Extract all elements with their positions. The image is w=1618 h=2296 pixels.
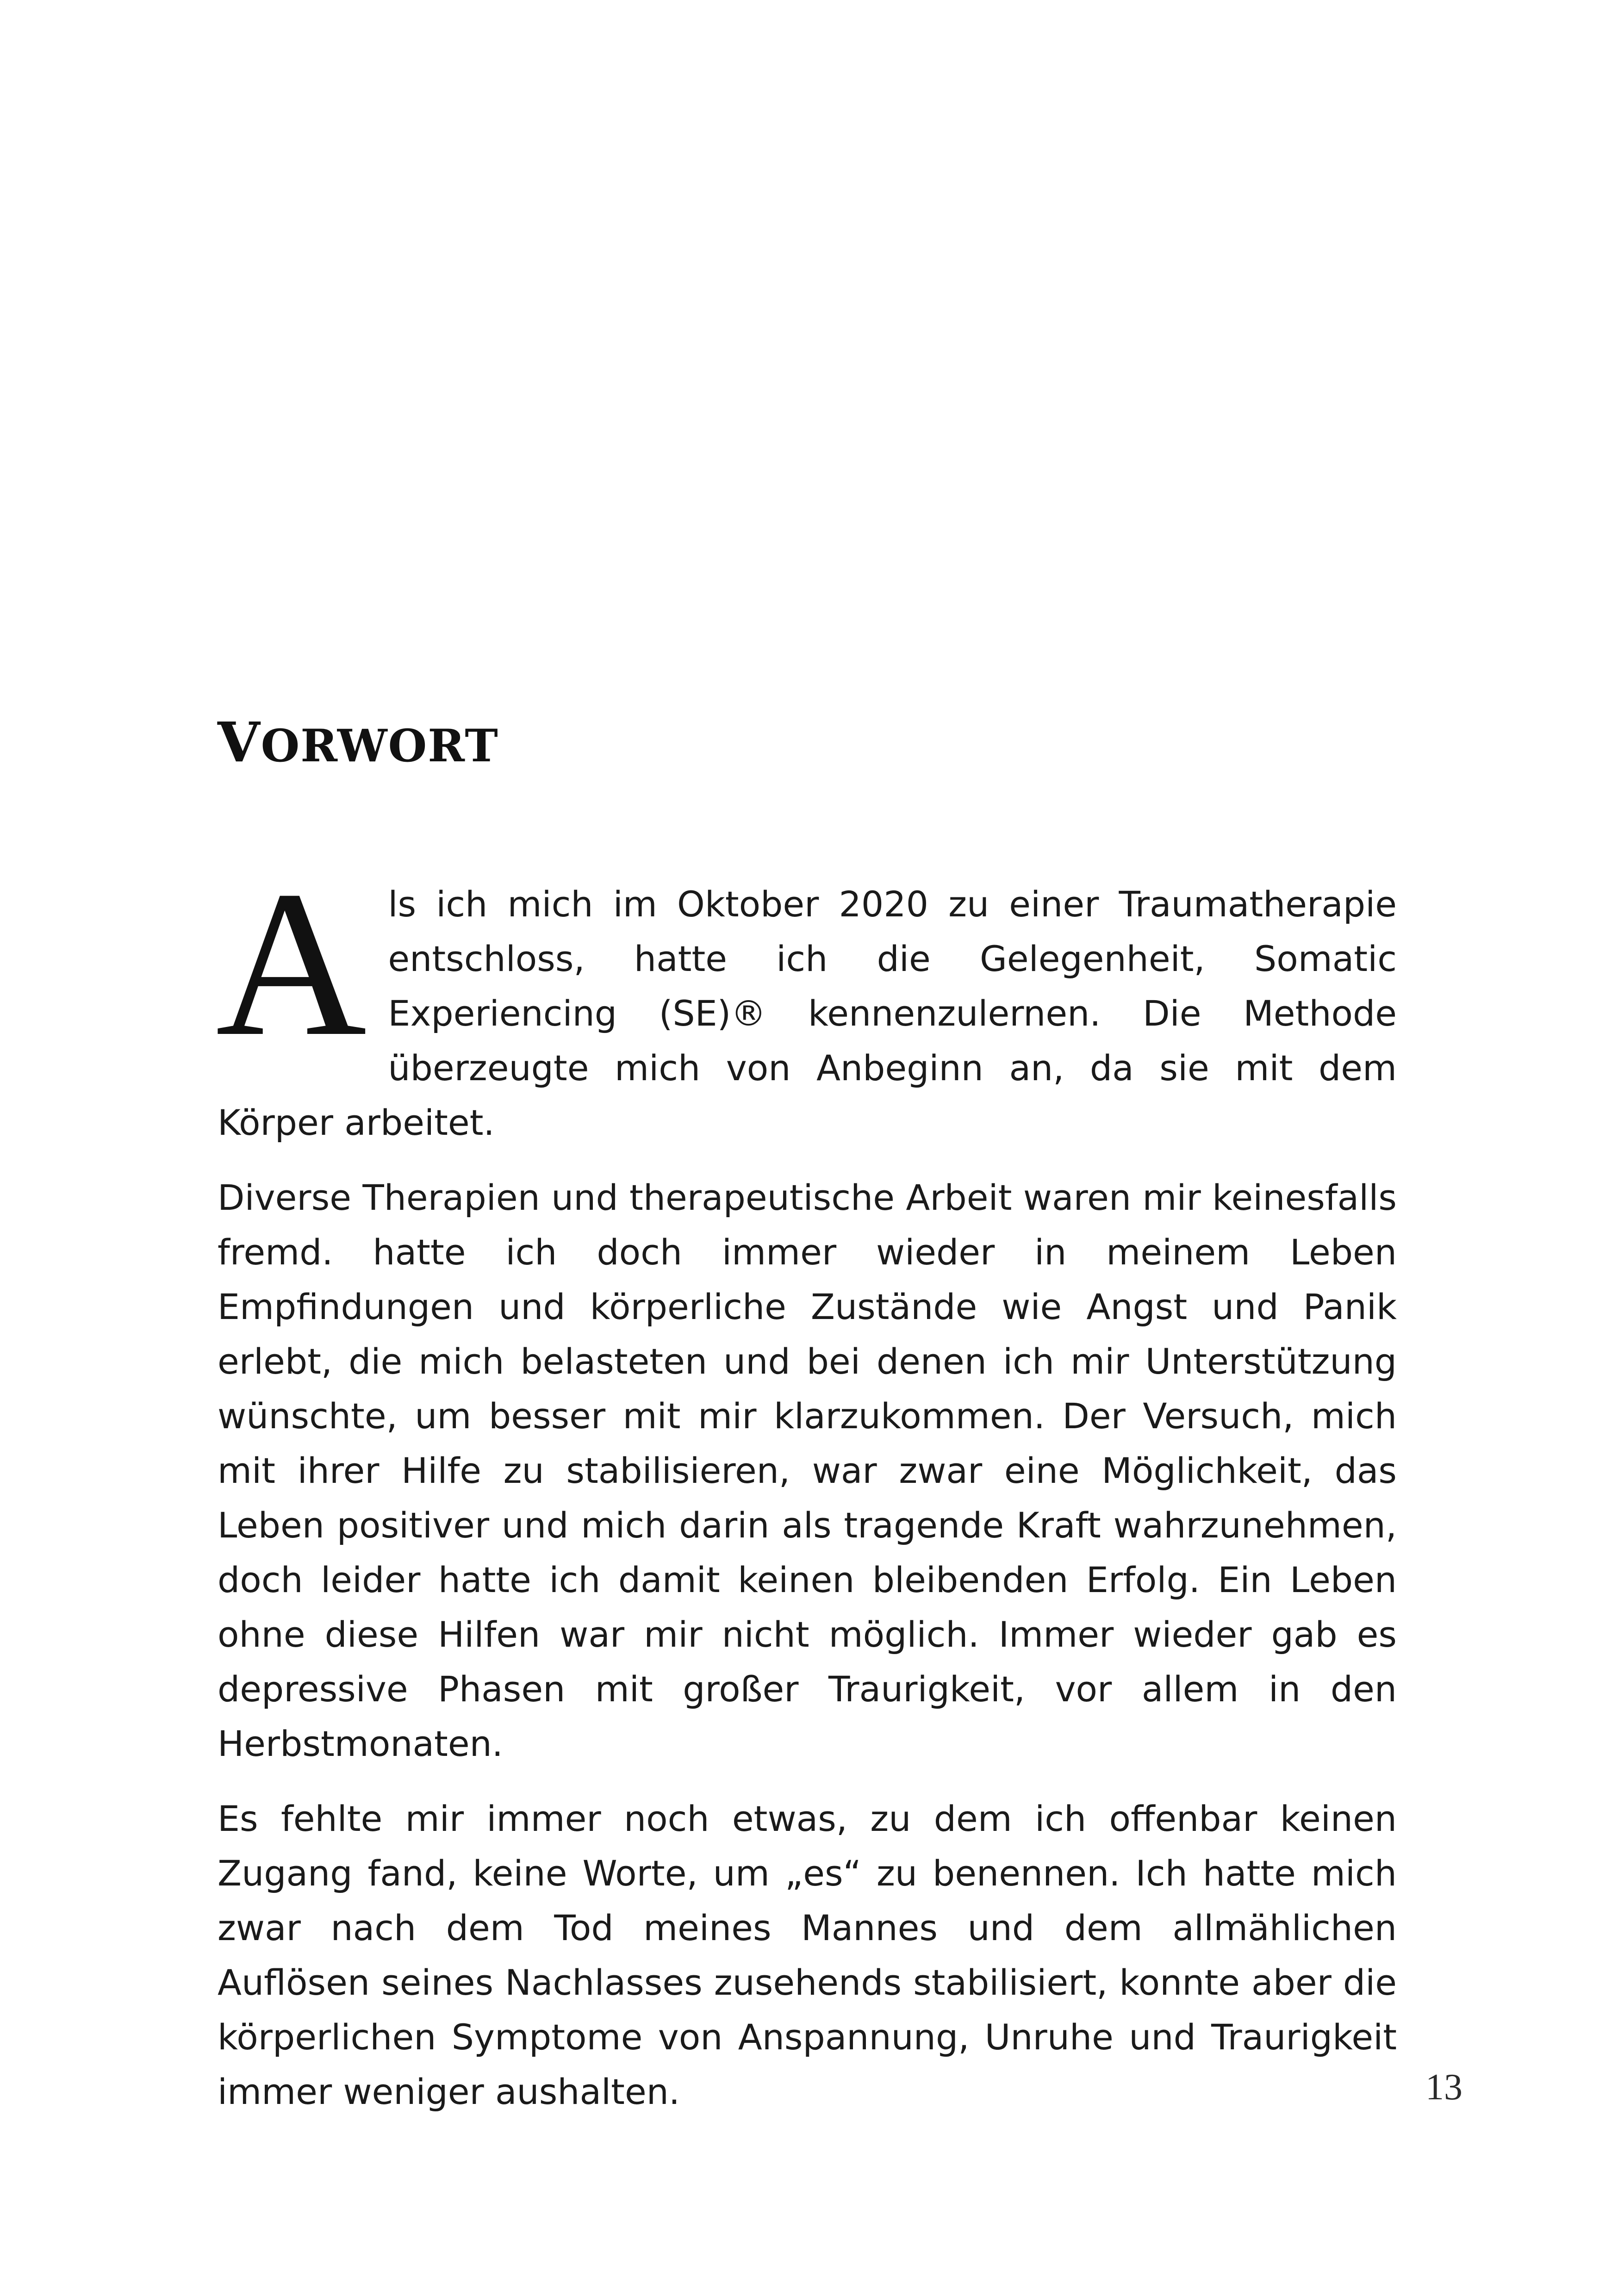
paragraph-2: Diverse Therapien und therapeutische Arbeit waren mir keinesfalls fremd. hatte ich doch immer wieder in meinem Leben Empfindungen und körperliche Zustände wie Angst und Panik erlebt, die mich belasteten und bei denen ich mir Unterstützung wünschte, um besser mit mir klarzukommen. Der Versuch, mich mit ihrer Hilfe zu stabilisieren, war zwar eine Möglichkeit, das Leben positiver und mich darin als tragende Kraft wahrzunehmen, doch leider hatte ich damit keinen bleibenden Erfolg. Ein Leben ohne diese Hilfen war mir nicht möglich. Immer wieder gab es depressive Phasen mit großer Traurigkeit, vor allem in den Herbstmonaten.: [218, 1177, 1397, 1764]
page-number: 13: [1425, 2067, 1462, 2108]
paragraph-1: [216, 847, 1397, 1150]
chapter-title-initial: V: [218, 710, 261, 774]
body-text: [216, 847, 1397, 2140]
drop-cap-letter: A: [216, 847, 367, 1079]
chapter-title-rest: ORWORT: [261, 720, 499, 772]
paragraph-1-text: ls ich mich im Oktober 2020 zu einer Traumatherapie entschloss, hatte ich die Gelegenheit, Somatic Experiencing (SE)® kennenzulernen. Die Methode überzeugte mich von Anbeginn an, da sie mit dem Körper arbeitet.: [218, 884, 1397, 1143]
chapter-title: [218, 710, 499, 774]
paragraph-3: Es fehlte mir immer noch etwas, zu dem ich offenbar keinen Zugang fand, keine Worte, um „es“ zu benennen. Ich hatte mich zwar nach dem Tod meines Mannes und dem allmählichen Auflösen seines Nachlasses zusehends stabilisiert, konnte aber die körperlichen Symptome von Anspannung, Unruhe und Traurigkeit immer weniger aushalten.: [218, 1798, 1397, 2112]
